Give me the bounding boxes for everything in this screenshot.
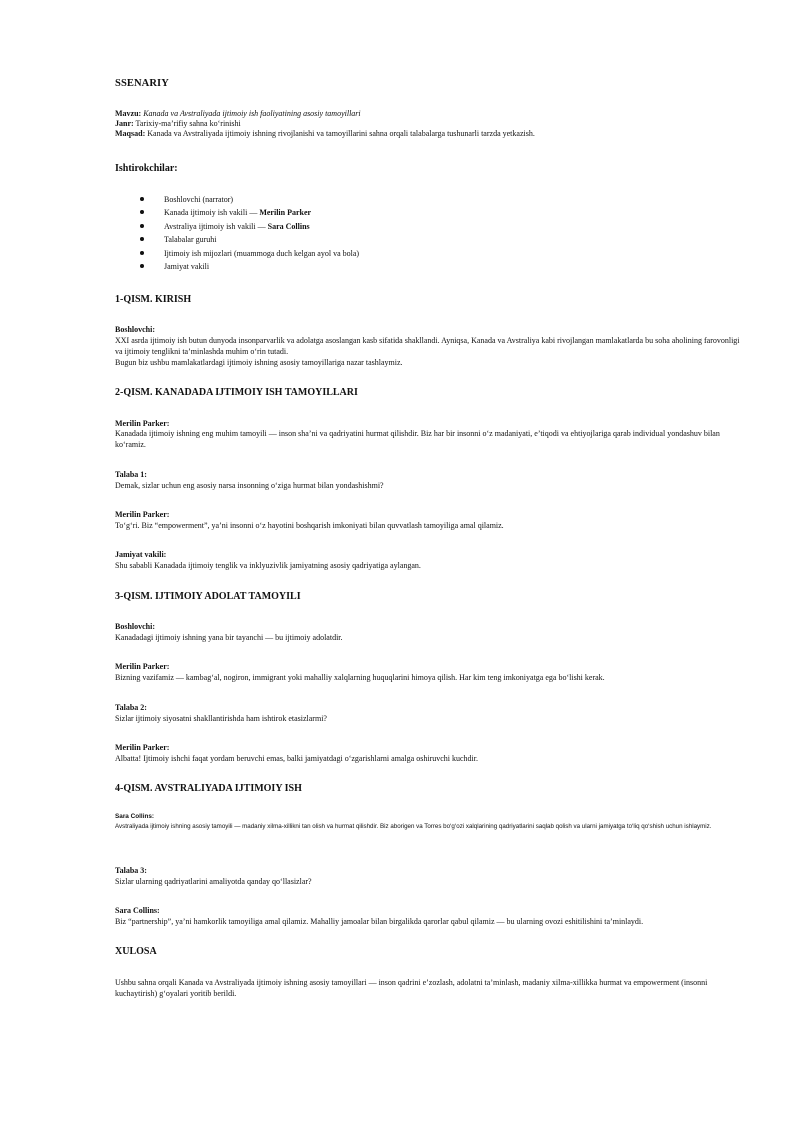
part2-text-1: Kanadada ijtimoiy ishning eng muhim tamoyili — inson sha’ni va qadriyatini hurmat qilishdir. Biz har bir insonni o‘z madaniyati, e’tiqodi va ehtiyojlariga qarab individual yondashuv bilan ko‘ramiz. [115, 429, 720, 449]
document-title: SSENARIY [115, 78, 169, 89]
bullet-icon [140, 197, 144, 201]
participant-item: Avstraliya ijtimoiy ish vakili — Sara Collins [115, 220, 745, 233]
part4-text-1: Avstraliyada ijtimoiy ishning asosiy tamoyili — madaniy xilma-xillikni tan olish va hurmat qilishdir. Biz aborigen va Torres bo‘g‘ozi xalqlarining qadriyatlarini saqlab qolish va ularni jamiyatga to‘liq qo‘shish uchun ishlaymiz. [115, 823, 712, 830]
bullet-icon [140, 264, 144, 268]
part4-text-3: Biz “partnership”, ya’ni hamkorlik tamoyiliga amal qilamiz. Mahalliy jamoalar bilan birgalikda qarorlar qabul qilamiz — bu ularning ovozi eshitilishini ta’minlaydi. [115, 917, 644, 926]
topic-label: Mavzu: [115, 109, 142, 118]
bullet-icon [140, 224, 144, 228]
part1-speaker: Boshlovchi: [115, 325, 156, 334]
genre-value: Tarixiy-ma’rifiy sahna ko‘rinishi [135, 119, 241, 128]
part3-text-1: Kanadadagi ijtimoiy ishning yana bir tayanchi — bu ijtimoiy adolatdir. [115, 633, 343, 642]
conclusion-heading: XULOSA [115, 946, 157, 957]
part2-speaker-1: Merilin Parker: [115, 419, 170, 428]
part3-text-2: Bizning vazifamiz — kambag‘al, nogiron, immigrant yoki mahalliy xalqlarning huquqlarini himoya qilish. Har kim teng imkoniyatga ega bo‘lishi kerak. [115, 673, 605, 682]
part2-text-4: Shu sababli Kanadada ijtimoiy tenglik va inklyuzivlik jamiyatning asosiy qadriyatiga aylangan. [115, 561, 421, 570]
part4-text-2: Sizlar ularning qadriyatlarini amaliyotda qanday qo‘llasizlar? [115, 877, 312, 886]
part3-speaker-4: Merilin Parker: [115, 743, 170, 752]
participant-item: Jamiyat vakili [115, 260, 745, 273]
part1-text-2: Bugun biz ushbu mamlakatlardagi ijtimoiy ishning asosiy tamoyillariga nazar tashlaymiz. [115, 358, 403, 367]
participant-item: Ijtimoiy ish mijozlari (muammoga duch kelgan ayol va bola) [115, 247, 745, 260]
bullet-icon [140, 251, 144, 255]
part3-heading: 3-QISM. IJTIMOIY ADOLAT TAMOYILI [115, 591, 301, 602]
part3-speaker-3: Talaba 2: [115, 703, 147, 712]
participant-item: Kanada ijtimoiy ish vakili — Merilin Parker [115, 206, 745, 219]
bullet-icon [140, 237, 144, 241]
part3-speaker-2: Merilin Parker: [115, 662, 170, 671]
conclusion-text: Ushbu sahna orqali Kanada va Avstraliyada ijtimoiy ishning asosiy tamoyillari — inson qadrini e’zozlash, adolatni ta’minlash, madaniy xilma-xillikka hurmat va empowerment (insonni kuchaytirish) g‘oyalari yoritib berildi. [115, 978, 708, 998]
participants-list [115, 193, 745, 273]
goal-label: Maqsad: [115, 129, 146, 138]
part2-heading: 2-QISM. KANADADA IJTIMOIY ISH TAMOYILLARI [115, 387, 358, 398]
part3-speaker-1: Boshlovchi: [115, 622, 156, 631]
bullet-icon [140, 210, 144, 214]
part4-speaker-2: Talaba 3: [115, 866, 147, 875]
participants-heading: Ishtirokchilar: [115, 163, 178, 174]
topic-value: Kanada va Avstraliyada ijtimoiy ish faoliyatining asosiy tamoyillari [143, 109, 361, 118]
part2-text-3: To‘g‘ri. Biz “empowerment”, ya’ni insonni o‘z hayotini boshqarish imkoniyati bilan quvvatlash tamoyiliga amal qilamiz. [115, 521, 504, 530]
part1-heading: 1-QISM. KIRISH [115, 294, 192, 305]
genre-label: Janr: [115, 119, 134, 128]
part4-speaker-1: Sara Collins: [115, 813, 155, 820]
part2-text-2: Demak, sizlar uchun eng asosiy narsa insonning o‘ziga hurmat bilan yondashishmi? [115, 481, 384, 490]
participant-item: Boshlovchi (narrator) [115, 193, 745, 206]
part2-speaker-3: Merilin Parker: [115, 510, 170, 519]
goal-value: Kanada va Avstraliyada ijtimoiy ishning rivojlanishi va tamoyillarini sahna orqali talabalarga tushunarli tarzda yetkazish. [147, 129, 535, 138]
part2-speaker-4: Jamiyat vakili: [115, 550, 167, 559]
part3-text-3: Sizlar ijtimoiy siyosatni shakllantirishda ham ishtirok etasizlarmi? [115, 714, 327, 723]
part4-speaker-3: Sara Collins: [115, 906, 160, 915]
part2-speaker-2: Talaba 1: [115, 470, 147, 479]
goal-line [115, 128, 745, 139]
part1-text: XXI asrda ijtimoiy ish butun dunyoda insonparvarlik va adolatga asoslangan kasb sifatida shakllandi. Ayniqsa, Kanada va Avstraliya kabi rivojlangan mamlakatlarda bu soha aholining farovonligi va ijtimoiy tenglikni ta’minlashda muhim o‘rin tutadi. [115, 336, 740, 356]
participant-item: Talabalar guruhi [115, 233, 745, 246]
part4-heading: 4-QISM. AVSTRALIYADA IJTIMOIY ISH [115, 783, 302, 794]
part3-text-4: Albatta! Ijtimoiy ishchi faqat yordam beruvchi emas, balki jamiyatdagi o‘zgarishlarni amalga oshiruvchi kuchdir. [115, 754, 479, 763]
